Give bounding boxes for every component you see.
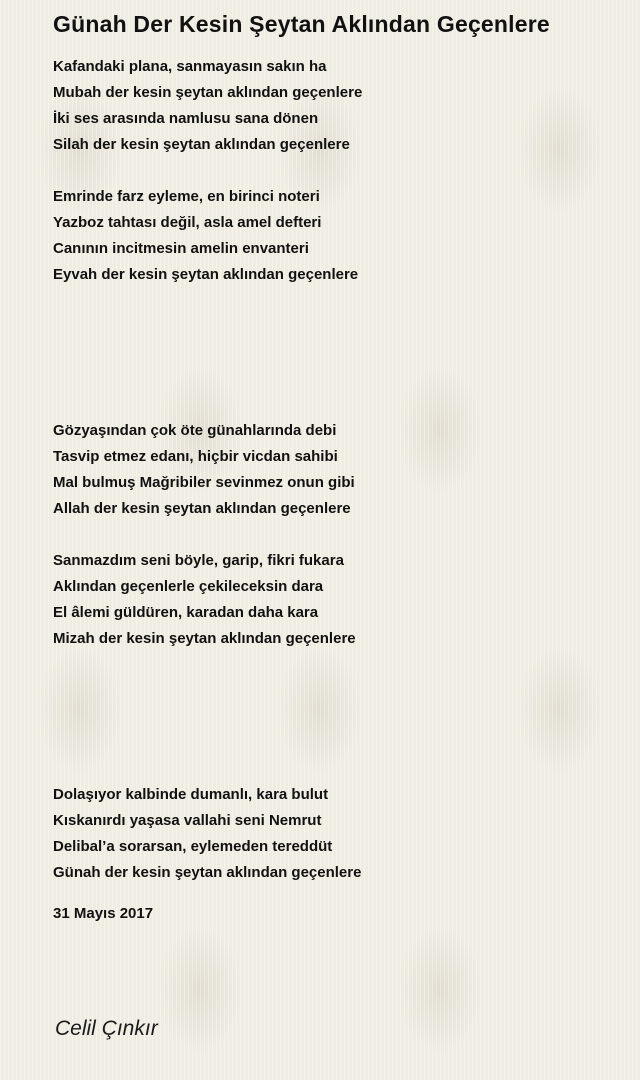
poem-line: Kafandaki plana, sanmayasın sakın ha bbox=[53, 58, 327, 75]
poem-title: Günah Der Kesin Şeytan Aklından Geçenlere bbox=[53, 11, 550, 37]
poem-line: Mizah der kesin şeytan aklından geçenlere bbox=[53, 630, 356, 647]
poem-author: Celil Çınkır bbox=[55, 1017, 158, 1040]
poem-line: Mubah der kesin şeytan aklından geçenlere bbox=[53, 84, 363, 101]
poem-line: Dolaşıyor kalbinde dumanlı, kara bulut bbox=[53, 786, 329, 803]
poem-line: Eyvah der kesin şeytan aklından geçenlere bbox=[53, 266, 359, 283]
poem-line: İki ses arasında namlusu sana dönen bbox=[53, 110, 319, 127]
poem-line: Tasvip etmez edanı, hiçbir vicdan sahibi bbox=[53, 448, 338, 465]
poem-line: Emrinde farz eyleme, en birinci noteri bbox=[53, 188, 320, 205]
poem-line: Canının incitmesin amelin envanteri bbox=[53, 240, 309, 257]
stanza bbox=[53, 54, 613, 158]
stanza-spacer bbox=[53, 522, 613, 548]
poem-line: Mal bulmuş Mağribiler sevinmez onun gibi bbox=[53, 474, 355, 491]
poem-line: Delibal’a sorarsan, eylemeden tereddüt bbox=[53, 838, 333, 855]
poem-line: Gözyaşından çok öte günahlarında debi bbox=[53, 422, 337, 439]
poem-line: Silah der kesin şeytan aklından geçenlere bbox=[53, 136, 350, 153]
stanza bbox=[53, 782, 613, 886]
poem-line: Günah der kesin şeytan aklından geçenlere bbox=[53, 864, 362, 881]
poem-date: 31 Mayıs 2017 bbox=[53, 905, 154, 922]
stanza-spacer bbox=[53, 158, 613, 184]
stanza bbox=[53, 418, 613, 522]
poem-body bbox=[53, 54, 613, 886]
stanza-spacer bbox=[53, 652, 613, 782]
poem-line: Kıskanırdı yaşasa vallahi seni Nemrut bbox=[53, 812, 322, 829]
poem-line: El âlemi güldüren, karadan daha kara bbox=[53, 604, 319, 621]
stanza-spacer bbox=[53, 288, 613, 418]
stanza bbox=[53, 548, 613, 652]
poem-line: Yazboz tahtası değil, asla amel defteri bbox=[53, 214, 322, 231]
stanza bbox=[53, 184, 613, 288]
poem-line: Aklından geçenlerle çekileceksin dara bbox=[53, 578, 324, 595]
poem-line: Sanmazdım seni böyle, garip, fikri fukara bbox=[53, 552, 344, 569]
poem-line: Allah der kesin şeytan aklından geçenlere bbox=[53, 500, 351, 517]
